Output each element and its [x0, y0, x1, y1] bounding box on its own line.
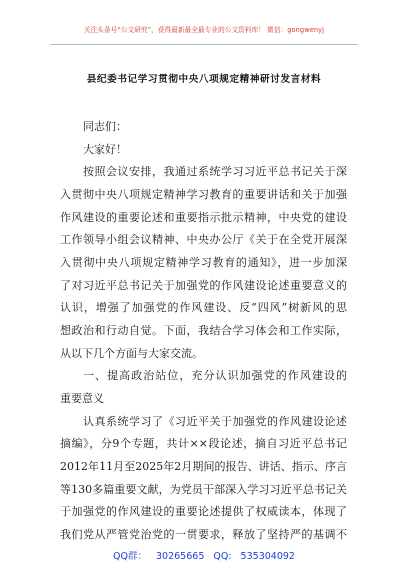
- paragraph-line: 入贯彻中央八项规定精神学习教育的通知》，进一步加深: [60, 256, 347, 269]
- paragraph-line: 认真系统学习了《习近平关于加强党的作风建设论述: [83, 415, 347, 428]
- paragraph-line: 按照会议安排，我通过系统学习习近平总书记关于深: [83, 165, 347, 178]
- footer-contact: QQ群： 30265665 QQ: 535304092: [113, 551, 295, 562]
- paragraph-line: 2012年11月至2025年2月期间的报告、讲话、指示、序言: [60, 460, 347, 473]
- paragraph-line: 等130多篇重要文献，为党员干部深入学习习近平总书记关: [60, 483, 347, 496]
- header-banner: 关注头条号“公文研究”，获得最新最全最专业的公文资料库！ 微信：gongwenyj: [83, 26, 325, 34]
- paragraph-line: 想政治和行动自觉。下面，我结合学习体会和工作实际，: [60, 324, 347, 337]
- section-heading: 一、提高政治站位，充分认识加强党的作风建设的: [83, 369, 347, 382]
- paragraph-line: 了对习近平总书记关于加强党的作风建设论述重要意义的: [60, 279, 347, 292]
- paragraph-line: 入贯彻中央八项规定精神学习教育的重要讲话和关于加强: [60, 188, 347, 201]
- greeting: 大家好！: [83, 143, 127, 156]
- header-divider: [50, 44, 358, 45]
- paragraph-line: 摘编》，分9个专题，共计××段论述，摘自习近平总书记: [60, 437, 347, 450]
- section-heading: 重要意义: [60, 392, 104, 405]
- paragraph-line: 我们党从严管党治党的一贯要求，释放了坚持严的基调不: [60, 528, 347, 541]
- paragraph-line: 认识，增强了加强党的作风建设、反“四风”树新风的思: [60, 301, 347, 314]
- paragraph-line: 作风建设的重要论述和重要指示批示精神，中央党的建设: [60, 211, 347, 224]
- paragraph-line: 从以下几个方面与大家交流。: [60, 347, 203, 360]
- paragraph-line: 工作领导小组会议精神、中央办公厅《关于在全党开展深: [60, 233, 347, 246]
- document-title: 县纪委书记学习贯彻中央八项规定精神研讨发言材料: [86, 74, 322, 85]
- salutation: 同志们：: [83, 120, 127, 133]
- paragraph-line: 于加强党的作风建设的重要论述提供了权威读本，体现了: [60, 505, 347, 518]
